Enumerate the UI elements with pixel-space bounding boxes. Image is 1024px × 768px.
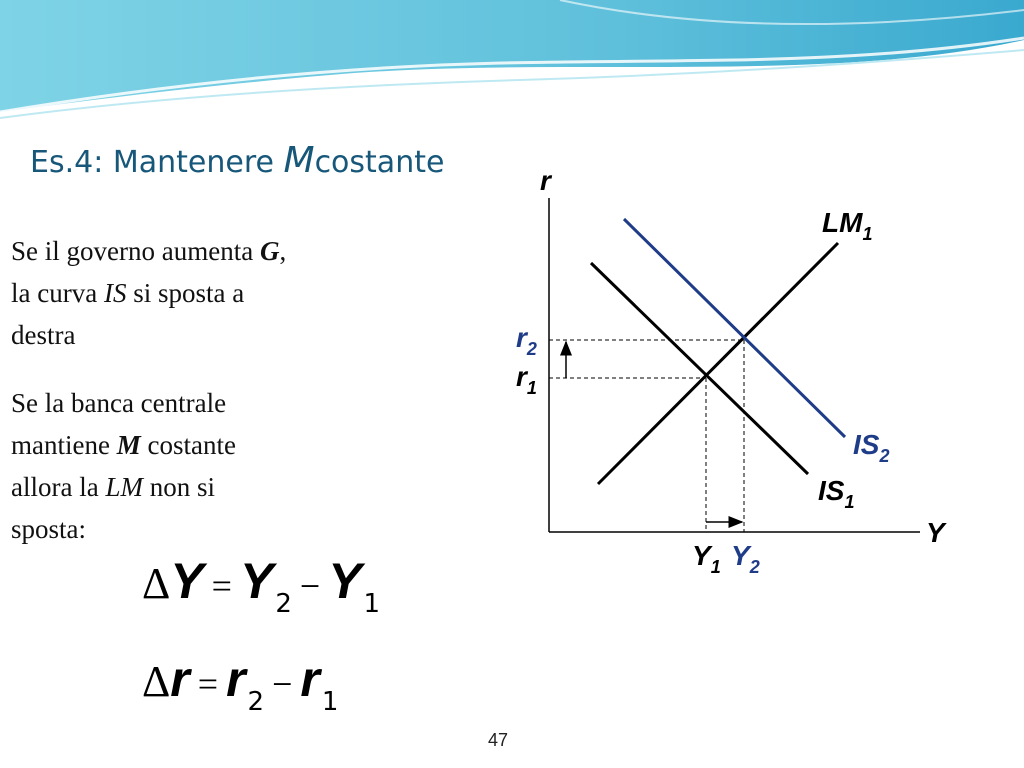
r1-label: $r_1$ <box>516 361 537 398</box>
para2-text: costante <box>140 430 236 460</box>
minus-sign: − <box>299 566 321 606</box>
paragraph-government <box>11 230 286 356</box>
eq1-sub-b: 1 <box>363 589 381 619</box>
header-wave-banner <box>0 0 1024 120</box>
para1-var-g: G <box>259 236 280 266</box>
equals-sign: = <box>197 664 219 704</box>
title-suffix: costante <box>314 145 445 180</box>
eq1-term-b: Y <box>328 553 362 609</box>
eq2-term-b: r <box>300 651 320 707</box>
minus-sign: − <box>272 664 293 704</box>
slide-title <box>30 140 444 181</box>
is-lm-diagram <box>500 160 1020 590</box>
paragraph-central-bank <box>11 382 236 550</box>
para1-text: si sposta a <box>126 278 245 308</box>
para2-line1: Se la banca centrale <box>11 388 227 418</box>
para1-line1 <box>11 230 286 272</box>
para1-text: la curva <box>11 278 104 308</box>
para2-line3 <box>11 466 236 508</box>
lm1-curve <box>598 243 838 484</box>
para1-line2 <box>11 272 286 314</box>
y-axis-label: r <box>540 165 551 196</box>
page-number: 47 <box>488 730 509 750</box>
eq2-sub-b: 1 <box>321 687 339 717</box>
lm1-label: $LM_1$ <box>822 207 873 244</box>
para2-text: mantiene <box>11 430 117 460</box>
eq1-lhs: Y <box>170 553 204 609</box>
x-axis-label: Y <box>926 517 945 548</box>
para2-text: non si <box>142 472 215 502</box>
para2-text: allora la <box>11 472 106 502</box>
title-variable: M <box>283 140 315 181</box>
para2-line2 <box>11 424 236 466</box>
para1-line3: destra <box>11 320 76 350</box>
r2-label: $r_2$ <box>516 322 537 359</box>
delta-symbol: Δ <box>142 657 171 706</box>
delta-symbol: Δ <box>142 559 171 608</box>
para2-var-m: M <box>116 430 141 460</box>
y2-label: $Y_2$ <box>731 540 760 577</box>
equation-delta-r <box>142 650 338 717</box>
para1-comma: , <box>279 236 287 266</box>
eq1-term-a: Y <box>239 553 274 609</box>
para1-var-is: IS <box>103 278 127 308</box>
eq2-lhs: r <box>170 651 190 707</box>
y1-label: $Y_1$ <box>692 540 721 577</box>
para2-var-lm: LM <box>105 472 143 502</box>
para1-text: Se il governo aumenta <box>11 236 260 266</box>
title-prefix: Es.4: Mantenere <box>30 145 284 180</box>
eq1-sub-a: 2 <box>275 589 292 619</box>
equation-delta-y <box>142 552 380 619</box>
eq2-term-a: r <box>226 651 246 707</box>
eq2-sub-a: 2 <box>247 687 265 717</box>
para2-line4: sposta: <box>11 514 87 544</box>
equals-sign: = <box>211 566 232 606</box>
is2-label: $IS_2$ <box>853 429 890 466</box>
is1-label: $IS_1$ <box>818 475 855 512</box>
